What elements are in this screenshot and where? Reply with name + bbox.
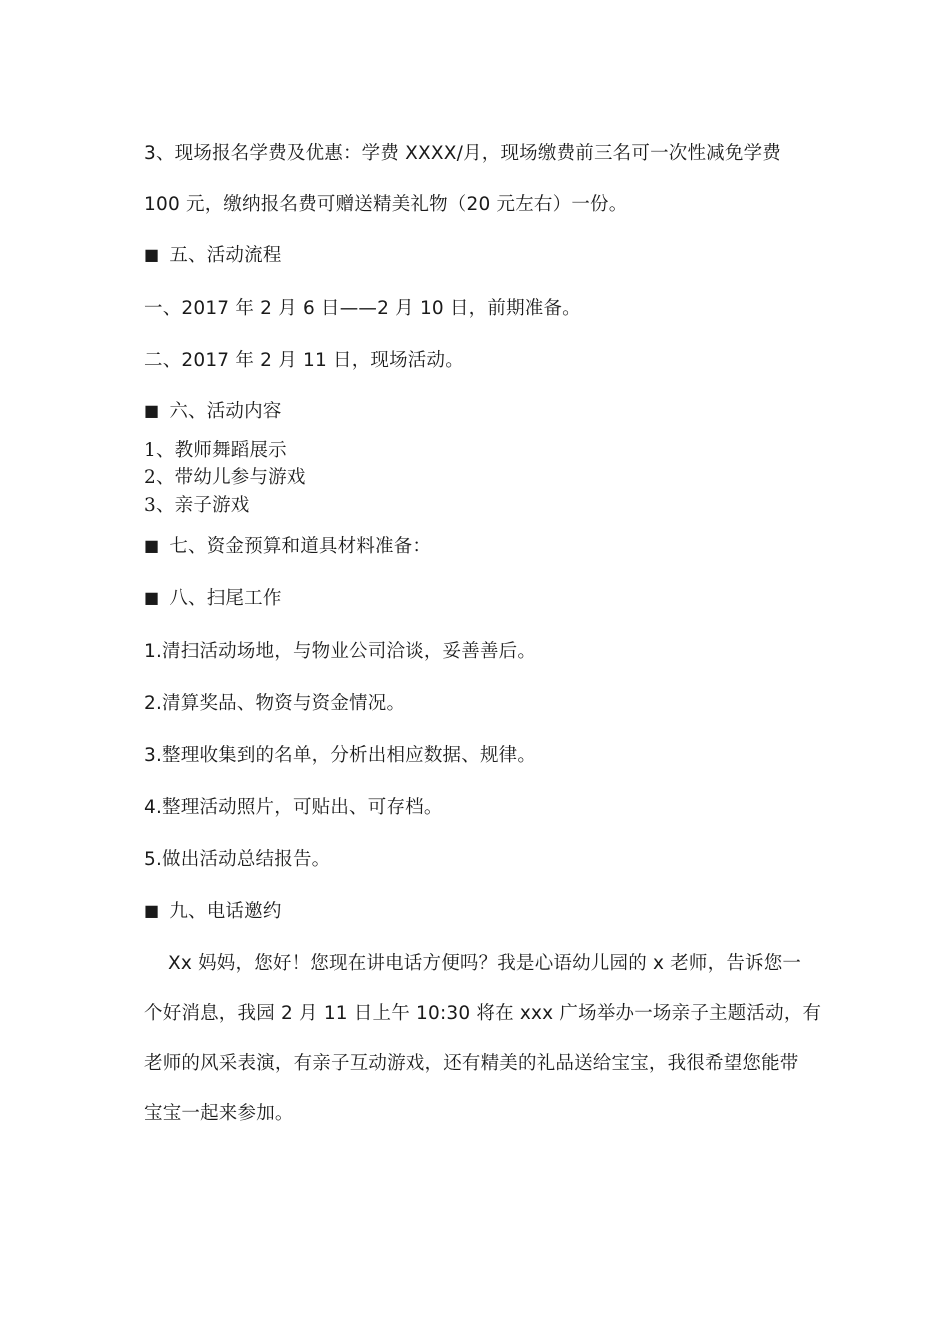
section-heading-9 <box>144 897 282 923</box>
wrap-item-4: 4.整理活动照片，可贴出、可存档。 <box>144 797 443 818</box>
wrap-item-1: 1.清扫活动场地，与物业公司洽谈，妥善善后。 <box>144 641 537 662</box>
bullet-square-icon: ■ <box>144 245 160 264</box>
bullet-square-icon: ■ <box>144 588 160 607</box>
flow-item-1: 一、2017 年 2 月 6 日——2 月 10 日，前期准备。 <box>144 298 581 319</box>
wrap-item-5: 5.做出活动总结报告。 <box>144 849 331 870</box>
call-script-line-1: Xx 妈妈，您好！您现在讲电话方便吗？我是心语幼儿园的 x 老师，告诉您一 <box>168 953 802 974</box>
section-heading-6 <box>144 397 282 423</box>
content-item-2: 2、带幼儿参与游戏 <box>144 467 306 488</box>
call-script-line-4: 宝宝一起来参加。 <box>144 1103 294 1124</box>
section-7-label: 七、资金预算和道具材料准备： <box>169 536 432 557</box>
section-6-suffix: 内容 <box>244 401 282 422</box>
section-heading-7 <box>144 532 431 558</box>
section-8-label: 八、扫尾工作 <box>169 588 282 609</box>
wrap-item-2: 2.清算奖品、物资与资金情况。 <box>144 693 406 714</box>
content-item-1: 1、教师舞蹈展示 <box>144 440 287 461</box>
call-script-line-3: 老师的风采表演，有亲子互动游戏，还有精美的礼品送给宝宝，我很希望您能带 <box>144 1053 799 1074</box>
section-6-prefix: 六、活动 <box>169 401 245 422</box>
bullet-square-icon: ■ <box>144 536 160 555</box>
fee-line-2: 100 元，缴纳报名费可赠送精美礼物（20 元左右）一份。 <box>144 194 628 215</box>
call-script-line-2: 个好消息，我园 2 月 11 日上午 10:30 将在 xxx 广场举办一场亲子主题活动，有 <box>144 1003 822 1024</box>
bullet-square-icon: ■ <box>144 401 160 420</box>
wrap-item-3: 3.整理收集到的名单，分析出相应数据、规律。 <box>144 745 537 766</box>
flow-item-2: 二、2017 年 2 月 11 日，现场活动。 <box>144 350 464 371</box>
section-9-label: 九、电话邀约 <box>169 901 282 922</box>
bullet-square-icon: ■ <box>144 901 160 920</box>
section-5-label: 五、活动流程 <box>169 245 282 266</box>
section-heading-5 <box>144 241 282 267</box>
content-item-3: 3、亲子游戏 <box>144 495 250 516</box>
section-heading-8 <box>144 584 282 610</box>
fee-line-1: 3、现场报名学费及优惠：学费 XXXX/月，现场缴费前三名可一次性减免学费 <box>144 143 781 164</box>
